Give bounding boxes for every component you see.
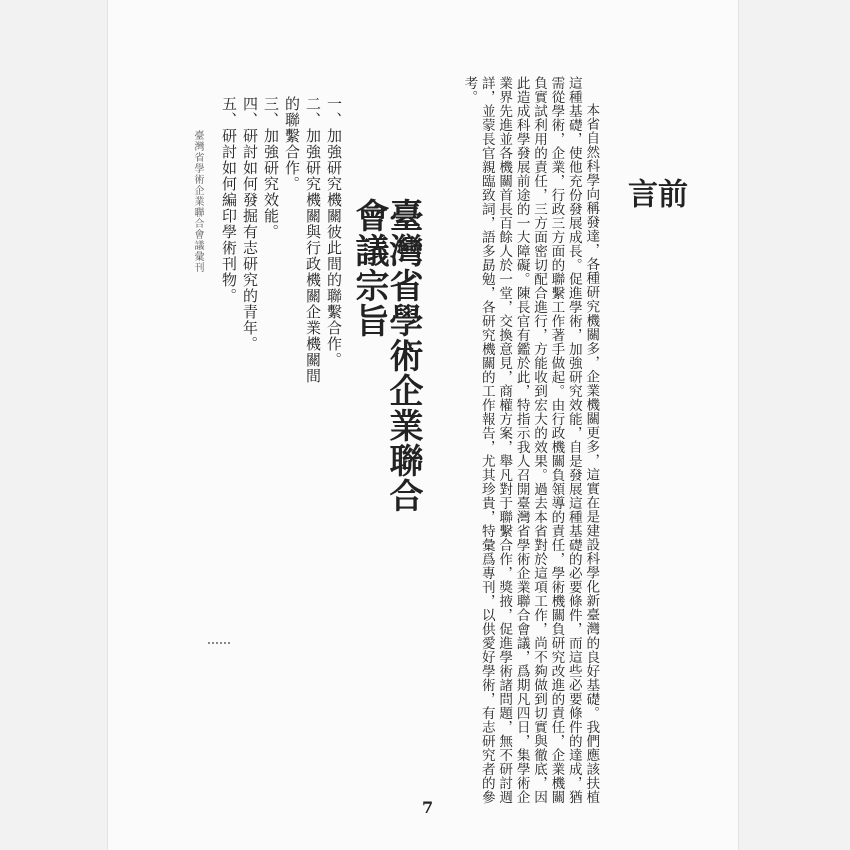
list-item: 四、研討如何發掘有志研究的青年。 <box>241 96 259 352</box>
preface-heading: 前言 <box>622 178 687 258</box>
list-item: 五、研討如何編印學術刊物。 <box>220 96 238 304</box>
list-item: 一、加強研究機關彼此間的聯繫合作。 <box>325 96 343 368</box>
list-item: 三、加強研究效能。 <box>262 96 280 240</box>
running-head: 臺灣省學術企業聯合會議彙刊 <box>192 130 203 273</box>
purpose-list <box>218 96 344 396</box>
page-number: 7 <box>422 798 434 817</box>
preface-paragraph: 本省自然科學向稱發達，各種研究機關多，企業機關更多，這實在是建設科學化新臺灣的良好基礎。我們應該扶植這種基礎，使他充份發展成長。促進學術，加強研究效能，自是發展這種基礎的必要條件，而這些必要條件的達成，猶需從學術，企業，行政三方面的聯繫工作著手做起。由行政機關負領導的責任，學術機關負研究改進的責任，企業機關負實試利用的責任，三方面密切配合進行，方能收到宏大的效果。過去本省對於這項工作，尚不夠做到切實與徹底，因此造成科學發展前途的一大障礙。陳長官有鑑於此，特指示我人召開臺灣省學術企業聯合會議，爲期凡四日，集學術企業界先進並各機關首長百餘人於一堂，交換意見，商權方案，舉凡對于聯繫合作，獎掖，促進學術諸問題，無不研討週詳，並蒙長官親臨致詞，語多勗勉，各研究機關的工作報告，尤其珍貴，特彙爲專刊，以供愛好學術，有志研究者的參考。 <box>461 76 600 804</box>
list-item: 二、加強研究機關與行政機關企業機關間的聯繫合作。 <box>283 96 322 384</box>
page-title: 臺灣省學術企業聯合會議宗旨 <box>349 198 423 513</box>
book-page <box>108 0 738 850</box>
ink-mark <box>208 642 230 646</box>
preface-body <box>460 76 599 804</box>
